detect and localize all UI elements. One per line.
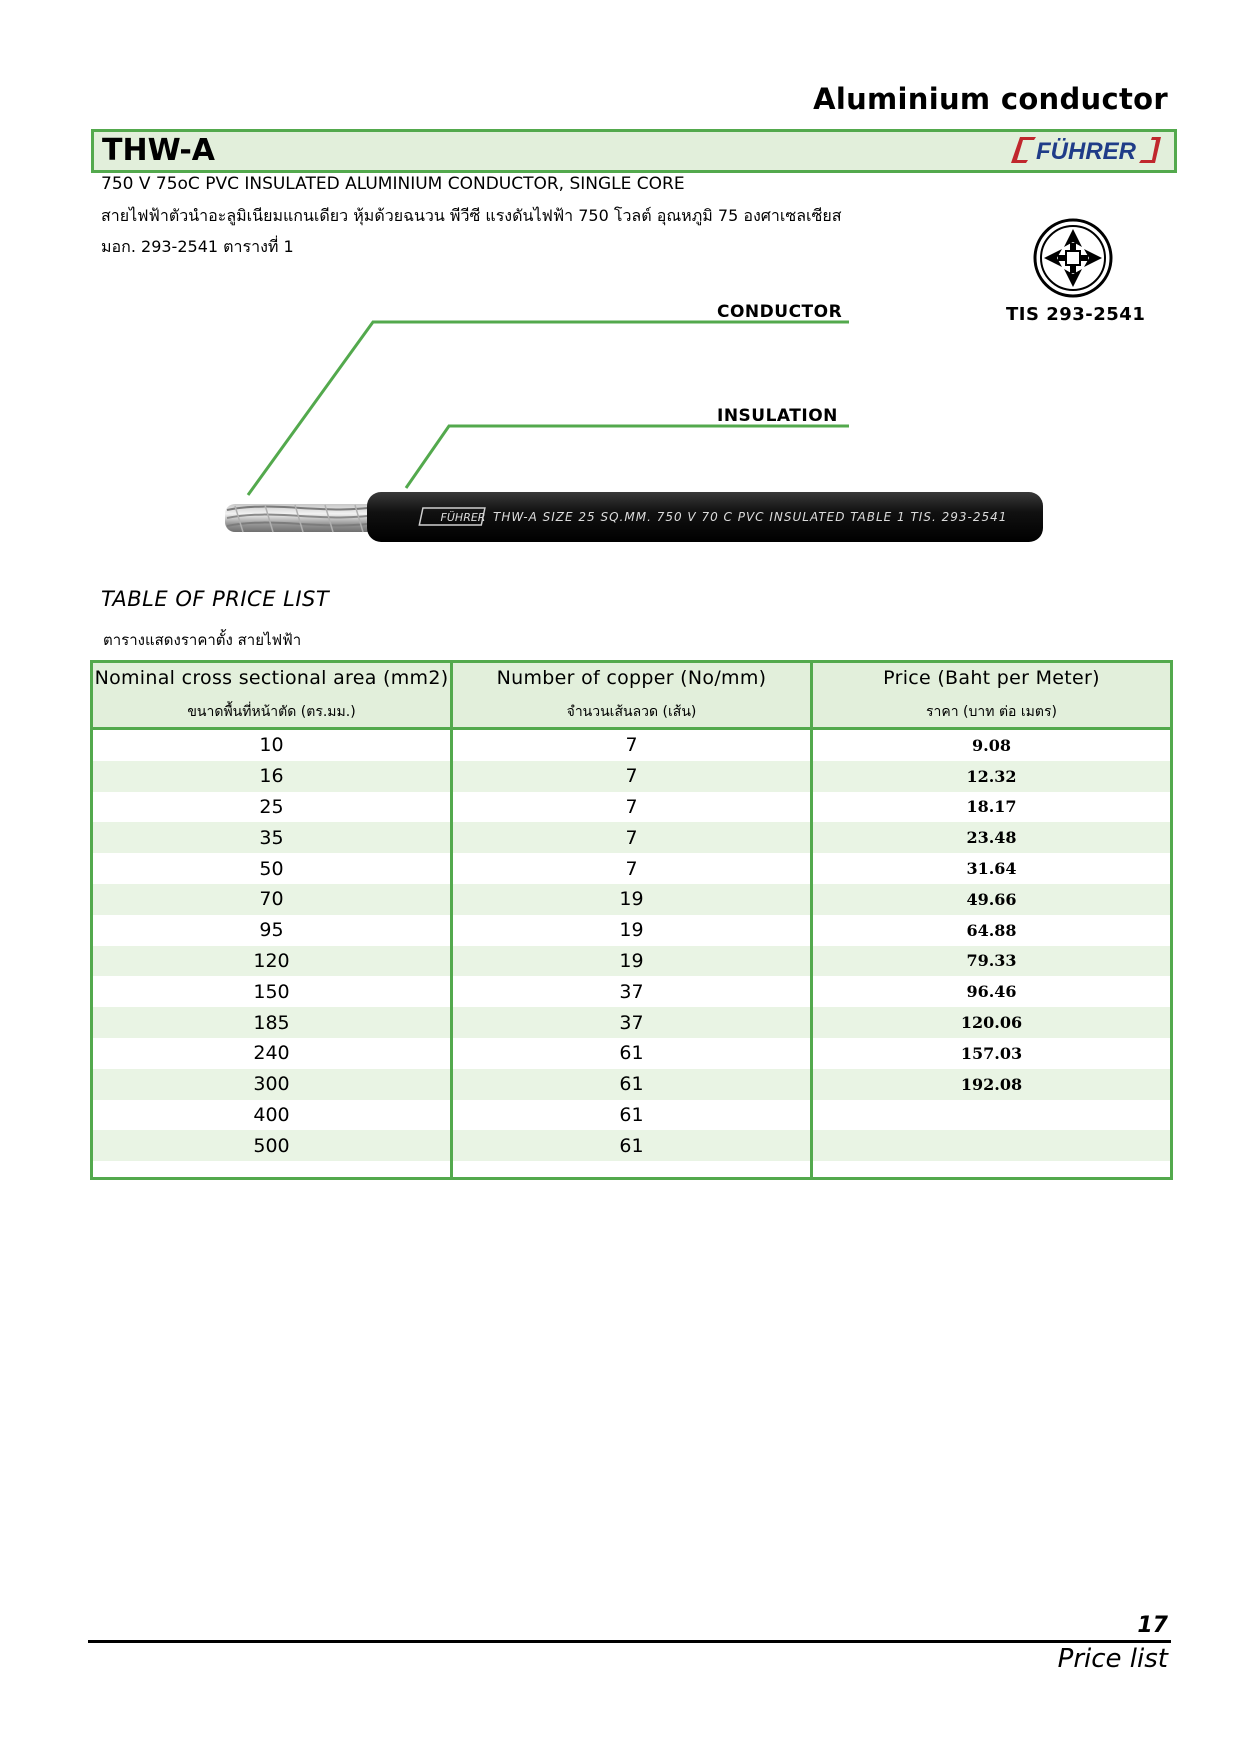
header-price [812, 662, 1172, 729]
header-price-th: ราคา (บาท ต่อ เมตร) [926, 704, 1057, 720]
tis-certification-mark [1032, 217, 1114, 299]
cell-price: 9.08 [972, 735, 1011, 755]
cell-price: 18.17 [966, 797, 1017, 817]
cell-wires: 19 [452, 884, 812, 915]
table-row [92, 761, 1172, 792]
cell-area: 400 [92, 1100, 452, 1131]
insulation-label: INSULATION [717, 406, 838, 426]
cell-wires: 61 [452, 1038, 812, 1069]
insulation-leader-line [406, 426, 849, 488]
header-price-en: Price (Baht per Meter) [883, 667, 1100, 689]
cell-area: 25 [92, 792, 452, 823]
cable-print [419, 508, 1007, 525]
table-row [92, 1038, 1172, 1069]
table-header-row [92, 662, 1172, 729]
table-row [92, 729, 1172, 761]
table-row [92, 1069, 1172, 1100]
cell-wires: 61 [452, 1100, 812, 1131]
table-row [92, 792, 1172, 823]
cell-area: 500 [92, 1130, 452, 1161]
header-wires-en: Number of copper (No/mm) [496, 667, 767, 689]
description-english: 750 V 75oC PVC INSULATED ALUMINIUM CONDUCTOR, SINGLE CORE [101, 174, 685, 194]
cell-area: 70 [92, 884, 452, 915]
cell-price [812, 1100, 1172, 1131]
cell-wires: 37 [452, 1007, 812, 1038]
footer-label: Price list [1057, 1644, 1168, 1674]
table-title: TABLE OF PRICE LIST [101, 587, 330, 611]
section-title: Aluminium conductor [813, 82, 1168, 116]
tis-label: TIS 293-2541 [1006, 304, 1146, 325]
cell-area: 10 [92, 729, 452, 761]
table-row [92, 976, 1172, 1007]
header-wires-th: จำนวนเส้นลวด (เส้น) [566, 704, 697, 720]
cell-price: 31.64 [966, 859, 1017, 879]
description-standard: มอก. 293-2541 ตารางที่ 1 [101, 237, 294, 256]
cell-price: 192.08 [812, 1069, 1172, 1100]
product-code: THW-A [102, 133, 215, 168]
header-wires [452, 662, 812, 729]
cable-illustration [215, 310, 1055, 550]
description-thai: สายไฟฟ้าตัวนำอะลูมิเนียมแกนเดียว หุ้มด้วยฉนวน พีวีซี แรงดันไฟฟ้า 750 โวลต์ อุณหภูมิ 75 องศาเซลเซียส [101, 206, 842, 225]
header-area-en: Nominal cross sectional area (mm2) [94, 667, 449, 689]
cell-wires: 7 [452, 761, 812, 792]
cell-wires: 37 [452, 976, 812, 1007]
cell-area: 185 [92, 1007, 452, 1038]
cell-wires: 7 [452, 729, 812, 761]
product-title-bar [91, 129, 1177, 173]
table-row [92, 915, 1172, 946]
cell-wires: 19 [452, 946, 812, 977]
cell-area: 50 [92, 853, 452, 884]
cell-wires: 19 [452, 915, 812, 946]
conductor-label: CONDUCTOR [717, 302, 843, 322]
table-row [92, 853, 1172, 884]
price-table [90, 660, 1173, 1180]
logo-text: FÜHRER [1036, 138, 1136, 165]
cell-area: 300 [92, 1069, 452, 1100]
table-row [92, 946, 1172, 977]
cell-area: 120 [92, 946, 452, 977]
table-row [92, 1130, 1172, 1161]
cell-price: 120.06 [812, 1007, 1172, 1038]
conductor-leader-line [248, 322, 849, 495]
cell-wires: 61 [452, 1069, 812, 1100]
cell-price: 157.03 [960, 1043, 1023, 1063]
cell-area: 16 [92, 761, 452, 792]
cell-price: 12.32 [812, 761, 1172, 792]
cell-price: 49.66 [812, 884, 1172, 915]
cable-print-text: THW-A SIZE 25 SQ.MM. 750 V 70 C PVC INSULATED TABLE 1 TIS. 293-2541 [493, 510, 1008, 524]
cell-price: 79.33 [812, 946, 1172, 977]
table-subtitle: ตารางแสดงราคาตั้ง สายไฟฟ้า [103, 631, 302, 649]
fuhrer-logo [1006, 134, 1166, 166]
cell-wires: 7 [452, 853, 812, 884]
footer-divider [88, 1640, 1171, 1643]
cell-area: 35 [92, 822, 452, 853]
cell-wires: 7 [452, 822, 812, 853]
table-row [92, 1007, 1172, 1038]
cell-area: 95 [92, 915, 452, 946]
cell-wires: 7 [452, 792, 812, 823]
header-area [92, 662, 452, 729]
cell-area: 150 [92, 976, 452, 1007]
page-number: 17 [1137, 1613, 1168, 1638]
cell-area: 240 [92, 1038, 452, 1069]
cell-price [812, 1130, 1172, 1161]
header-area-th: ขนาดพื้นที่หน้าตัด (ตร.มม.) [187, 704, 356, 720]
cell-price: 23.48 [812, 822, 1172, 853]
cell-price: 64.88 [966, 920, 1017, 940]
cable-print-brand: FÜHRER [440, 511, 486, 524]
table-row [92, 884, 1172, 915]
table-row [92, 822, 1172, 853]
cell-price: 96.46 [966, 982, 1017, 1002]
table-row [92, 1100, 1172, 1131]
bare-conductor [225, 504, 385, 532]
table-spacer-row [92, 1161, 1172, 1179]
cell-wires: 61 [452, 1130, 812, 1161]
